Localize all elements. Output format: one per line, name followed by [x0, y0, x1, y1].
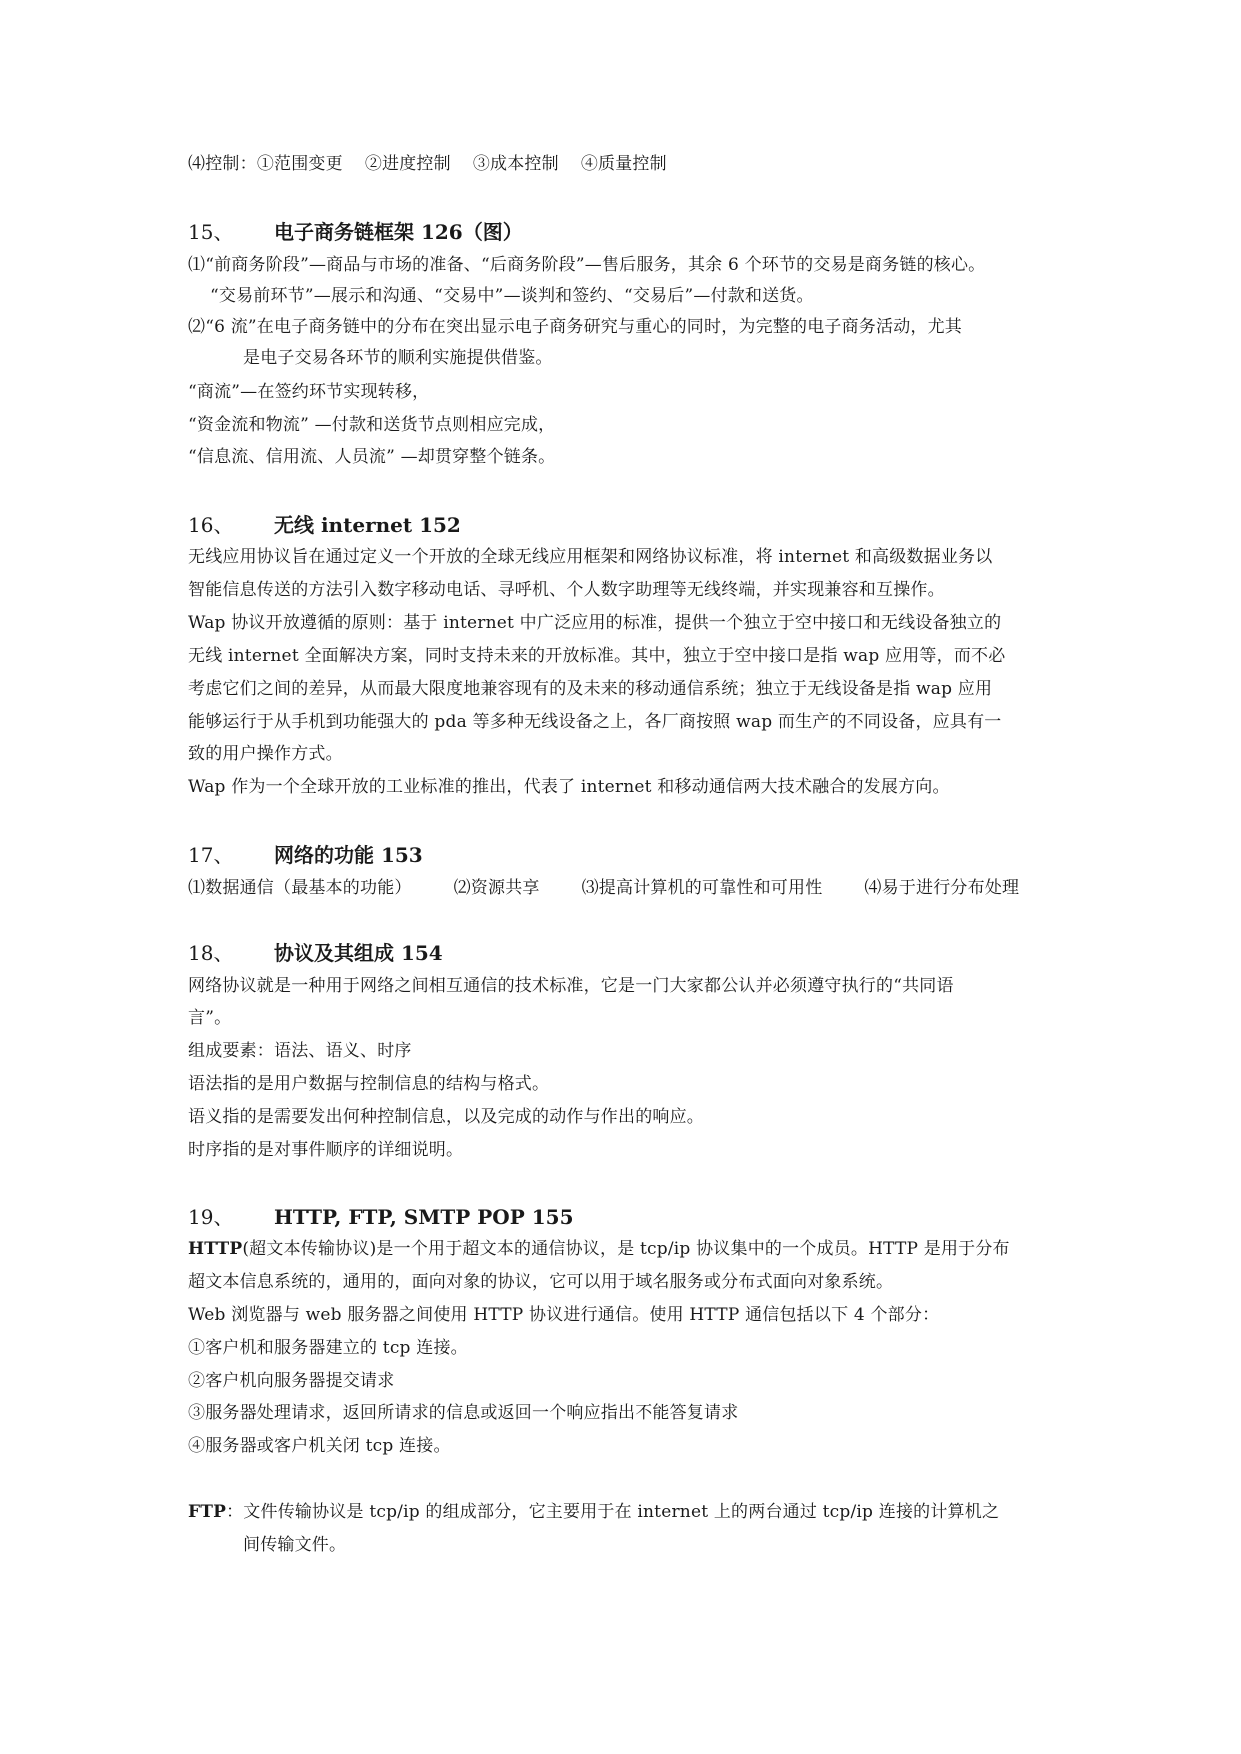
paragraph-line: ⑵“6 流”在电子商务链中的分布在突出显示电子商务研究与重心的同时，为完整的电子商务活动，尤其 — [188, 317, 962, 337]
paragraph-line: “交易前环节”—展示和沟通、“交易中”—谈判和签约、“交易后”—付款和送货。 — [210, 286, 814, 306]
function-item: ⑷易于进行分布处理 — [864, 878, 1020, 898]
paragraph-line: Wap 协议开放遵循的原则：基于 internet 中广泛应用的标准，提供一个独立于空中接口和无线设备独立的 — [188, 613, 1002, 633]
paragraph-line: 语法指的是用户数据与控制信息的结构与格式。 — [188, 1074, 550, 1094]
ftp-definition: ：文件传输协议是 tcp/ip 的组成部分，它主要用于在 internet 上的两台通过 tcp/ip 连接的计算机之 — [226, 1502, 1000, 1522]
paragraph-line: 智能信息传送的方法引入数字移动电话、寻呼机、个人数字助理等无线终端，并实现兼容和互操作。 — [188, 580, 945, 600]
function-list-line — [188, 876, 1019, 900]
section-heading-16 — [188, 511, 461, 539]
section-title: 协议及其组成 154 — [274, 941, 443, 965]
paragraph-line: Web 浏览器与 web 服务器之间使用 HTTP 协议进行通信。使用 HTTP 通信包括以下 4 个部分： — [188, 1305, 940, 1325]
function-item: ⑴数据通信（最基本的功能） — [188, 878, 412, 898]
paragraph-line: 网络协议就是一种用于网络之间相互通信的技术标准，它是一门大家都公认并必须遵守执行的“共同语 — [188, 976, 954, 996]
section-number: 15、 — [188, 220, 234, 244]
function-item: ⑶提高计算机的可靠性和可用性 — [581, 878, 823, 898]
section-heading-18 — [188, 939, 443, 967]
section-number: 17、 — [188, 843, 234, 867]
section-number: 18、 — [188, 941, 234, 965]
paragraph-line: 考虑它们之间的差异，从而最大限度地兼容现有的及未来的移动通信系统；独立于无线设备是指 wap 应用 — [188, 679, 993, 699]
paragraph-line: 超文本信息系统的，通用的，面向对象的协议，它可以用于域名服务或分布式面向对象系统。 — [188, 1272, 894, 1292]
control-item: ④质量控制 — [580, 154, 667, 174]
paragraph-line: 言”。 — [188, 1008, 232, 1028]
control-item: ②进度控制 — [364, 154, 451, 174]
list-item: ②客户机向服务器提交请求 — [188, 1371, 395, 1391]
paragraph-line: 间传输文件。 — [243, 1535, 347, 1555]
paragraph-line: ⑴“前商务阶段”—商品与市场的准备、“后商务阶段”—售后服务，其余 6 个环节的交易是商务链的核心。 — [188, 255, 986, 275]
paragraph-line: 致的用户操作方式。 — [188, 744, 343, 764]
http-definition: (超文本传输协议)是一个用于超文本的通信协议，是 tcp/ip 协议集中的一个成员。HTTP 是用于分布 — [242, 1239, 1010, 1259]
paragraph-line: “资金流和物流” —付款和送货节点则相应完成， — [188, 415, 556, 435]
section-heading-15 — [188, 218, 523, 246]
paragraph-line: 是电子交易各环节的顺利实施提供借鉴。 — [243, 348, 553, 368]
function-item: ⑵资源共享 — [453, 878, 540, 898]
list-item: ④服务器或客户机关闭 tcp 连接。 — [188, 1436, 451, 1456]
paragraph-line: 时序指的是对事件顺序的详细说明。 — [188, 1140, 464, 1160]
list-item: ①客户机和服务器建立的 tcp 连接。 — [188, 1338, 468, 1358]
section-heading-19 — [188, 1203, 573, 1231]
paragraph-line: Wap 作为一个全球开放的工业标准的推出，代表了 internet 和移动通信两大技术融合的发展方向。 — [188, 777, 950, 797]
section-title: 无线 internet 152 — [274, 513, 461, 537]
paragraph-line: 无线 internet 全面解决方案，同时支持未来的开放标准。其中，独立于空中接口是指 wap 应用等，而不必 — [188, 646, 1006, 666]
control-lead: ⑷控制： — [188, 154, 257, 174]
section-number: 19、 — [188, 1205, 234, 1229]
ftp-intro-line — [188, 1500, 999, 1524]
section-number: 16、 — [188, 513, 234, 537]
paragraph-line: “信息流、信用流、人员流” —却贯穿整个链条。 — [188, 447, 556, 467]
section-title: 网络的功能 153 — [274, 843, 423, 867]
paragraph-line: 能够运行于从手机到功能强大的 pda 等多种无线设备之上，各厂商按照 wap 而生产的不同设备，应具有一 — [188, 712, 1002, 732]
ftp-term: FTP — [188, 1502, 227, 1522]
paragraph-line: 语义指的是需要发出何种控制信息，以及完成的动作与作出的响应。 — [188, 1107, 704, 1127]
paragraph-line: 无线应用协议旨在通过定义一个开放的全球无线应用框架和网络协议标准，将 internet 和高级数据业务以 — [188, 547, 993, 567]
http-term: HTTP — [188, 1239, 243, 1259]
paragraph-line: “商流”—在签约环节实现转移， — [188, 382, 430, 402]
section-heading-17 — [188, 841, 423, 869]
list-item: ③服务器处理请求，返回所请求的信息或返回一个响应指出不能答复请求 — [188, 1403, 739, 1423]
control-item: ③成本控制 — [472, 154, 559, 174]
section-title: 电子商务链框架 126（图） — [274, 220, 523, 244]
control-line — [188, 152, 667, 176]
section-title: HTTP, FTP, SMTP POP 155 — [274, 1205, 574, 1229]
paragraph-line: 组成要素：语法、语义、时序 — [188, 1041, 412, 1061]
control-item: ①范围变更 — [256, 154, 343, 174]
http-intro-line — [188, 1237, 1010, 1261]
